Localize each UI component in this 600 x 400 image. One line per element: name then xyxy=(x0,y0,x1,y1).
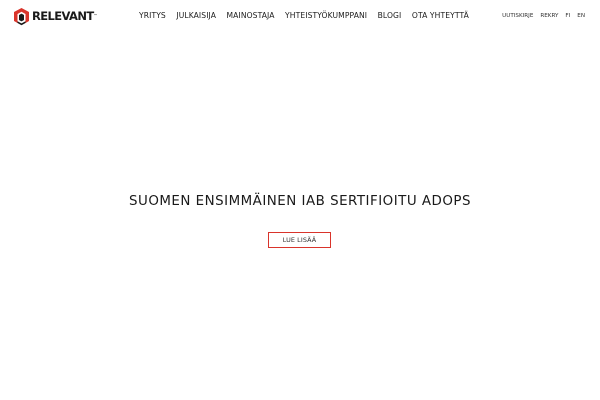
utility-nav xyxy=(502,11,585,21)
nav-ota-yhteytta[interactable]: OTA YHTEYTTÄ xyxy=(411,11,469,20)
hero-title: SUOMEN ENSIMMÄINEN IAB SERTIFIOITU ADOPS xyxy=(129,194,471,209)
logo-trademark: ™ xyxy=(93,13,98,18)
relevant-logo-icon xyxy=(13,7,30,26)
nav-julkaisija[interactable]: JULKAISIJA xyxy=(176,11,217,20)
site-header xyxy=(0,0,600,32)
logo-wordmark: RELEVANT xyxy=(32,9,94,23)
main-nav xyxy=(139,10,469,22)
nav-yritys[interactable]: YRITYS xyxy=(139,11,166,20)
lang-fi[interactable]: FI xyxy=(565,13,571,19)
util-uutiskirje[interactable]: UUTISKIRJE xyxy=(502,13,534,19)
lang-en[interactable]: EN xyxy=(577,13,585,19)
nav-mainostaja[interactable]: MAINOSTAJA xyxy=(226,11,275,20)
util-rekry[interactable]: REKRY xyxy=(540,13,559,19)
read-more-button[interactable]: LUE LISÄÄ xyxy=(268,232,331,248)
logo-link[interactable] xyxy=(13,6,98,26)
nav-yhteistyokumppani[interactable]: YHTEISTYÖKUMPPANI xyxy=(285,11,368,20)
nav-blogi[interactable]: BLOGI xyxy=(377,11,402,20)
